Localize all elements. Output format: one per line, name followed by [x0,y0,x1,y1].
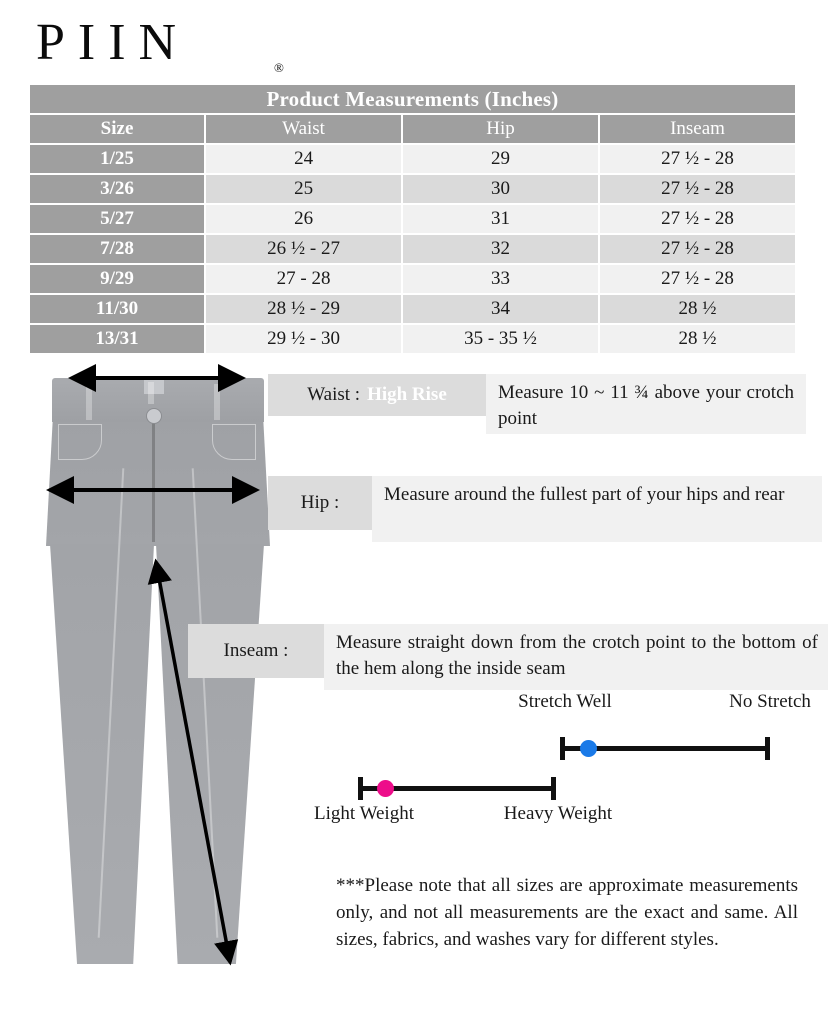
cell-size: 5/27 [30,205,204,233]
brand-name: PIIN [36,14,190,71]
waist-label-text: Waist : [307,384,361,405]
table-title: Product Measurements (Inches) [30,85,795,113]
cell-waist: 29 ½ - 30 [206,325,401,353]
column-header-waist: Waist [206,115,401,143]
cell-size: 3/26 [30,175,204,203]
cell-inseam: 28 ½ [600,295,795,323]
cell-inseam: 27 ½ - 28 [600,265,795,293]
weight-scale-marker [377,780,394,797]
cell-hip: 35 - 35 ½ [403,325,598,353]
waist-callout-text: Measure 10 ~ 11 ¾ above your crotch point [486,374,806,434]
cell-waist: 24 [206,145,401,173]
registered-trademark-icon: ® [274,60,284,75]
cell-size: 13/31 [30,325,204,353]
waist-callout [268,374,806,434]
cell-hip: 34 [403,295,598,323]
column-header-inseam: Inseam [600,115,795,143]
cell-size: 11/30 [30,295,204,323]
cell-inseam: 27 ½ - 28 [600,145,795,173]
hip-callout-label: Hip : [268,476,372,530]
cell-inseam: 27 ½ - 28 [600,205,795,233]
cell-size: 1/25 [30,145,204,173]
hip-callout-text: Measure around the fullest part of your hips and rear [372,476,822,542]
hip-callout [268,476,822,542]
weight-scale-right-cap [551,777,556,800]
cell-hip: 33 [403,265,598,293]
cell-inseam: 28 ½ [600,325,795,353]
cell-hip: 31 [403,205,598,233]
stretch-scale-left-cap [560,737,565,760]
column-header-hip: Hip [403,115,598,143]
cell-inseam: 27 ½ - 28 [600,235,795,263]
stretch-scale-right-label: No Stretch [729,691,811,712]
weight-scale-right-label: Heavy Weight [503,803,613,824]
cell-hip: 29 [403,145,598,173]
cell-size: 9/29 [30,265,204,293]
cell-waist: 25 [206,175,401,203]
cell-hip: 30 [403,175,598,203]
inseam-callout [188,624,828,690]
cell-waist: 27 - 28 [206,265,401,293]
inseam-measurement-arrow [156,562,230,962]
weight-scale-left-cap [358,777,363,800]
stretch-scale-right-cap [765,737,770,760]
cell-hip: 32 [403,235,598,263]
inseam-callout-label: Inseam : [188,624,324,678]
disclaimer-text: ***Please note that all sizes are approximate measurements only, and not all measurements are the exact and same. All sizes, fabrics, and washes vary for different styles. [336,875,798,950]
inseam-callout-text: Measure straight down from the crotch point to the bottom of the hem along the inside seam [324,624,828,690]
cell-waist: 28 ½ - 29 [206,295,401,323]
cell-size: 7/28 [30,235,204,263]
cell-waist: 26 [206,205,401,233]
waist-callout-label [268,374,486,416]
cell-inseam: 27 ½ - 28 [600,175,795,203]
column-header-size: Size [30,115,204,143]
stretch-scale-left-label: Stretch Well [518,691,612,712]
cell-waist: 26 ½ - 27 [206,235,401,263]
weight-scale-left-label: Light Weight [314,803,414,824]
waist-rise-highlight: High Rise [367,384,447,405]
